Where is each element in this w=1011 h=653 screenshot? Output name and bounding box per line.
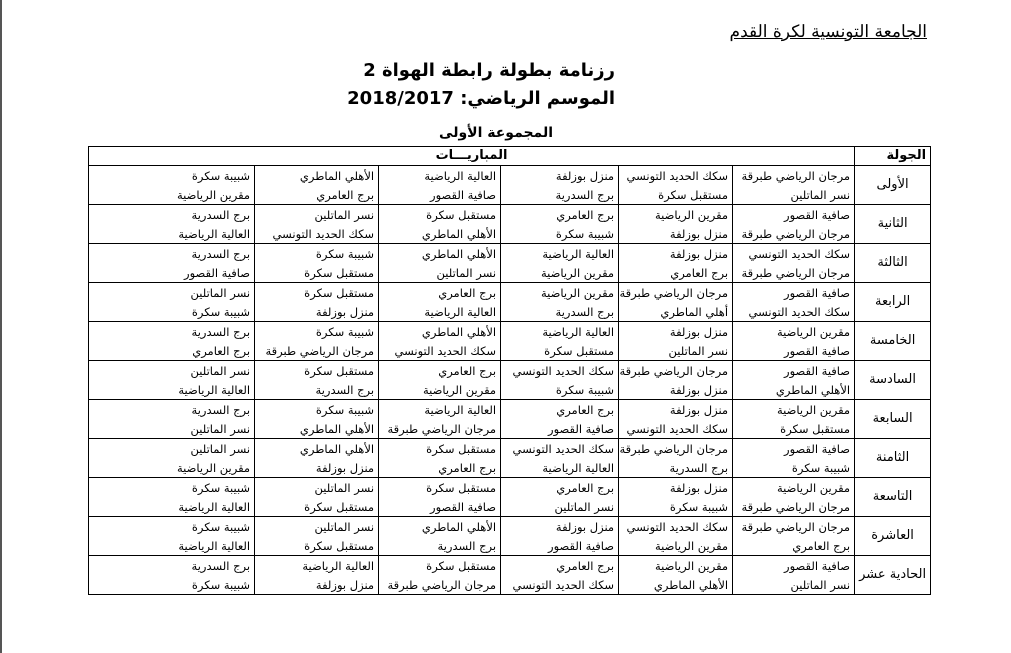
team-cell: برج العامري [501,478,619,498]
calendar-title: رزنامة بطولة رابطة الهواة 2 [363,60,615,81]
team-cell: منزل بوزلفة [619,478,733,498]
team-cell: الأهلي الماطري [255,439,379,459]
table-row [89,205,931,225]
team-cell: شبيبة سكرة [89,575,255,595]
team-cell: شبيبة سكرة [89,302,255,322]
team-cell: برج العامري [89,341,255,361]
team-cell: سكك الحديد التونسي [619,517,733,537]
team-cell: العالية الرياضية [89,497,255,517]
team-cell: صافية القصور [733,283,855,303]
table-row [89,185,931,205]
team-cell: منزل بوزلفة [619,244,733,264]
team-cell: صافية القصور [733,361,855,381]
team-cell: منزل بوزلفة [619,380,733,400]
team-cell: منزل بوزلفة [619,224,733,244]
table-row [89,322,931,342]
table-row [89,302,931,322]
team-cell: نسر الماتلين [379,263,501,283]
page-left-border [0,0,2,653]
table-row [89,244,931,264]
team-cell: مرجان الرياضي طبرقة [379,575,501,595]
team-cell: مرجان الرياضي طبرقة [379,419,501,439]
round-name: العاشرة [855,517,931,556]
team-cell: برج العامري [379,458,501,478]
table-row [89,458,931,478]
team-cell: مرجان الرياضي طبرقة [619,361,733,381]
table-row [89,419,931,439]
schedule-table [88,146,931,595]
team-cell: سكك الحديد التونسي [379,341,501,361]
table-row [89,166,931,186]
team-cell: منزل بوزلفة [255,458,379,478]
team-cell: الأهلي الماطري [255,166,379,186]
federation-name: الجامعة التونسية لكرة القدم [729,22,927,42]
team-cell: مقرين الرياضية [379,380,501,400]
team-cell: مستقبل سكرة [255,536,379,556]
team-cell: شبيبة سكرة [501,380,619,400]
team-cell: مقرين الرياضية [89,458,255,478]
team-cell: مستقبل سكرة [379,556,501,576]
team-cell: صافية القصور [733,439,855,459]
team-cell: مقرين الرياضية [501,263,619,283]
round-name: الحادية عشر [855,556,931,595]
round-name: الثامنة [855,439,931,478]
team-cell: مرجان الرياضي طبرقة [733,224,855,244]
team-cell: نسر الماتلين [733,575,855,595]
team-cell: سكك الحديد التونسي [501,575,619,595]
team-cell: العالية الرياضية [501,458,619,478]
team-cell: نسر الماتلين [89,283,255,303]
table-row [89,536,931,556]
team-cell: برج العامري [255,185,379,205]
team-cell: مرجان الرياضي طبرقة [619,283,733,303]
table-row [89,400,931,420]
team-cell: مرجان الرياضي طبرقة [733,263,855,283]
round-column-header: الجولة [855,147,931,166]
round-name: الرابعة [855,283,931,322]
table-row [89,380,931,400]
group-title: المجموعة الأولى [439,125,553,141]
team-cell: مستقبل سكرة [379,205,501,225]
team-cell: مستقبل سكرة [255,263,379,283]
team-cell: مستقبل سكرة [255,497,379,517]
team-cell: الأهلي الماطري [255,419,379,439]
team-cell: صافية القصور [733,205,855,225]
team-cell: الأهلي الماطري [379,244,501,264]
team-cell: نسر الماتلين [619,341,733,361]
team-cell: الأهلي الماطري [379,224,501,244]
team-cell: أهلي الماطري [619,302,733,322]
team-cell: العالية الرياضية [89,536,255,556]
team-cell: برج العامري [379,283,501,303]
team-cell: شبيبة سكرة [89,166,255,186]
team-cell: مقرين الرياضية [733,478,855,498]
team-cell: نسر الماتلين [255,205,379,225]
team-cell: برج السدرية [89,322,255,342]
team-cell: العالية الرياضية [501,244,619,264]
team-cell: صافية القصور [733,556,855,576]
team-cell: مقرين الرياضية [619,205,733,225]
team-cell: برج السدرية [379,536,501,556]
team-cell: العالية الرياضية [379,400,501,420]
team-cell: مستقبل سكرة [733,419,855,439]
team-cell: صافية القصور [733,341,855,361]
team-cell: برج السدرية [501,302,619,322]
team-cell: برج العامري [619,263,733,283]
team-cell: مرجان الرياضي طبرقة [733,166,855,186]
table-row [89,556,931,576]
team-cell: سكك الحديد التونسي [501,439,619,459]
team-cell: نسر الماتلين [89,439,255,459]
team-cell: مستقبل سكرة [379,478,501,498]
team-cell: شبيبة سكرة [255,322,379,342]
round-name: الثانية [855,205,931,244]
table-row [89,283,931,303]
team-cell: مقرين الرياضية [733,322,855,342]
table-row [89,341,931,361]
team-cell: الأهلي الماطري [379,517,501,537]
team-cell: منزل بوزلفة [501,166,619,186]
team-cell: صافية القصور [379,497,501,517]
team-cell: برج السدرية [89,400,255,420]
matches-column-header: المباريـــات [89,147,855,166]
table-row [89,361,931,381]
table-row [89,478,931,498]
team-cell: منزل بوزلفة [619,322,733,342]
team-cell: برج السدرية [89,205,255,225]
team-cell: سكك الحديد التونسي [733,302,855,322]
team-cell: العالية الرياضية [255,556,379,576]
team-cell: برج السدرية [89,556,255,576]
team-cell: سكك الحديد التونسي [619,166,733,186]
team-cell: مقرين الرياضية [501,283,619,303]
team-cell: نسر الماتلين [89,419,255,439]
team-cell: شبيبة سكرة [255,244,379,264]
team-cell: صافية القصور [501,536,619,556]
team-cell: مقرين الرياضية [733,400,855,420]
team-cell: صافية القصور [89,263,255,283]
team-cell: برج السدرية [89,244,255,264]
round-name: السادسة [855,361,931,400]
team-cell: العالية الرياضية [89,380,255,400]
team-cell: العالية الرياضية [89,224,255,244]
team-cell: شبيبة سكرة [89,478,255,498]
team-cell: الأهلي الماطري [379,322,501,342]
team-cell: برج السدرية [255,380,379,400]
team-cell: صافية القصور [379,185,501,205]
team-cell: مستقبل سكرة [501,341,619,361]
team-cell: مستقبل سكرة [619,185,733,205]
round-name: الأولى [855,166,931,205]
team-cell: شبيبة سكرة [89,517,255,537]
team-cell: نسر الماتلين [501,497,619,517]
team-cell: نسر الماتلين [255,517,379,537]
team-cell: سكك الحديد التونسي [733,244,855,264]
round-name: الثالثة [855,244,931,283]
team-cell: مرجان الرياضي طبرقة [733,497,855,517]
table-row [89,517,931,537]
team-cell: مستقبل سكرة [255,361,379,381]
team-cell: الأهلي الماطري [733,380,855,400]
team-cell: سكك الحديد التونسي [255,224,379,244]
team-cell: العالية الرياضية [379,302,501,322]
team-cell: مقرين الرياضية [619,536,733,556]
team-cell: مستقبل سكرة [255,283,379,303]
round-name: السابعة [855,400,931,439]
table-row [89,224,931,244]
team-cell: نسر الماتلين [733,185,855,205]
team-cell: برج العامري [501,556,619,576]
team-cell: منزل بوزلفة [255,302,379,322]
team-cell: العالية الرياضية [379,166,501,186]
team-cell: مقرين الرياضية [89,185,255,205]
team-cell: نسر الماتلين [255,478,379,498]
team-cell: مستقبل سكرة [379,439,501,459]
season-title: الموسم الرياضي: 2018/2017 [347,88,615,109]
team-cell: برج العامري [379,361,501,381]
team-cell: سكك الحديد التونسي [501,361,619,381]
team-cell: برج العامري [733,536,855,556]
team-cell: مرجان الرياضي طبرقة [619,439,733,459]
team-cell: نسر الماتلين [89,361,255,381]
team-cell: برج السدرية [501,185,619,205]
team-cell: منزل بوزلفة [619,400,733,420]
round-name: الخامسة [855,322,931,361]
round-name: التاسعة [855,478,931,517]
team-cell: منزل بوزلفة [501,517,619,537]
table-row [89,575,931,595]
team-cell: برج السدرية [619,458,733,478]
team-cell: برج العامري [501,400,619,420]
table-row [89,263,931,283]
team-cell: برج العامري [501,205,619,225]
table-row [89,497,931,517]
team-cell: الأهلي الماطري [619,575,733,595]
team-cell: منزل بوزلفة [255,575,379,595]
table-row [89,439,931,459]
team-cell: شبيبة سكرة [733,458,855,478]
team-cell: العالية الرياضية [501,322,619,342]
team-cell: صافية القصور [501,419,619,439]
team-cell: مقرين الرياضية [619,556,733,576]
table-header-row [89,147,931,166]
team-cell: شبيبة سكرة [255,400,379,420]
team-cell: شبيبة سكرة [501,224,619,244]
team-cell: مرجان الرياضي طبرقة [733,517,855,537]
team-cell: شبيبة سكرة [619,497,733,517]
team-cell: مرجان الرياضي طبرقة [255,341,379,361]
team-cell: سكك الحديد التونسي [619,419,733,439]
schedule-body [89,166,931,595]
